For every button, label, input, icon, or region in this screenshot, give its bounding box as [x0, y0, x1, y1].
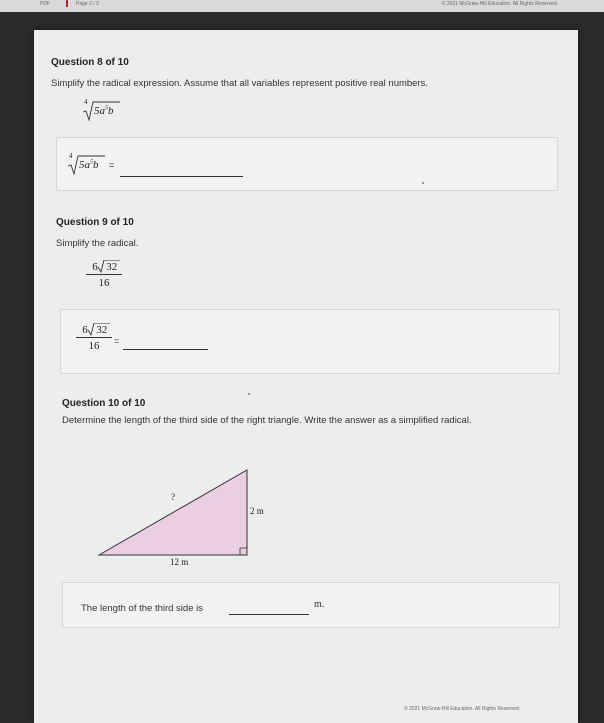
q9-answer-blank[interactable] [123, 349, 208, 350]
q10-answer-unit: m. [314, 599, 325, 610]
q9-answer-denominator: 16 [88, 340, 100, 352]
q8-answer-radicand-base: 5a [79, 159, 90, 171]
base-side-label: 12 m [170, 557, 189, 567]
q9-radical [98, 261, 116, 273]
q9-answer-coefficient: 6 [82, 324, 88, 336]
right-triangle-diagram [94, 465, 264, 565]
q8-answer-index: 4 [69, 152, 73, 160]
q8-answer-exponent: 5 [90, 159, 93, 166]
q8-prompt: Simplify the radical expression. Assume that all variables represent positive real numbers. [51, 78, 429, 89]
q9-answer-fraction [76, 324, 112, 352]
q9-answer-radical [88, 324, 106, 336]
q9-answer-radicand: 32 [96, 324, 108, 336]
q8-answer-box [56, 137, 558, 191]
q9-radicand: 32 [106, 261, 118, 273]
q10-prompt: Determine the length of the third side of the right triangle. Write the answer as a simplified radical. [62, 415, 472, 426]
bookmark-icon [66, 0, 68, 7]
q9-answer-box [60, 309, 560, 374]
q10-answer-prefix: The length of the third side is [81, 603, 203, 614]
pdf-label: PDF [40, 1, 50, 7]
q9-fraction [86, 261, 122, 289]
q9-equals: = [114, 336, 120, 346]
q8-exponent: 5 [105, 105, 108, 112]
viewer-toolbar [0, 0, 604, 12]
q9-title: Question 9 of 10 [56, 217, 134, 228]
q9-denominator: 16 [98, 277, 110, 289]
cursor-mark [422, 182, 424, 184]
footer-copyright: © 2021 McGraw-Hill Education. All Rights Reserved. [404, 706, 521, 712]
cursor-mark-2 [248, 393, 250, 395]
q10-answer-blank[interactable] [229, 614, 309, 615]
q8-radicand-base: 5a [94, 105, 105, 117]
triangle-shape [99, 470, 247, 555]
document-page [34, 30, 578, 723]
q9-prompt: Simplify the radical. [56, 238, 139, 249]
q8-radical-index: 4 [84, 98, 88, 106]
header-copyright: © 2021 McGraw-Hill Education. All Rights Reserved. [441, 1, 558, 7]
hypotenuse-label: ? [171, 492, 175, 502]
q8-title: Question 8 of 10 [51, 57, 129, 68]
q8-radicand-tail: b [108, 105, 114, 117]
q8-equals: = [109, 160, 115, 170]
q10-title: Question 10 of 10 [62, 398, 146, 409]
page-indicator: Page 2 / 3 [76, 1, 99, 7]
q9-coefficient: 6 [92, 261, 98, 273]
q8-answer-blank[interactable] [120, 176, 243, 177]
q10-answer-box [62, 582, 560, 628]
vertical-side-label: 2 m [250, 506, 264, 516]
q8-answer-radicand-tail: b [93, 159, 99, 171]
